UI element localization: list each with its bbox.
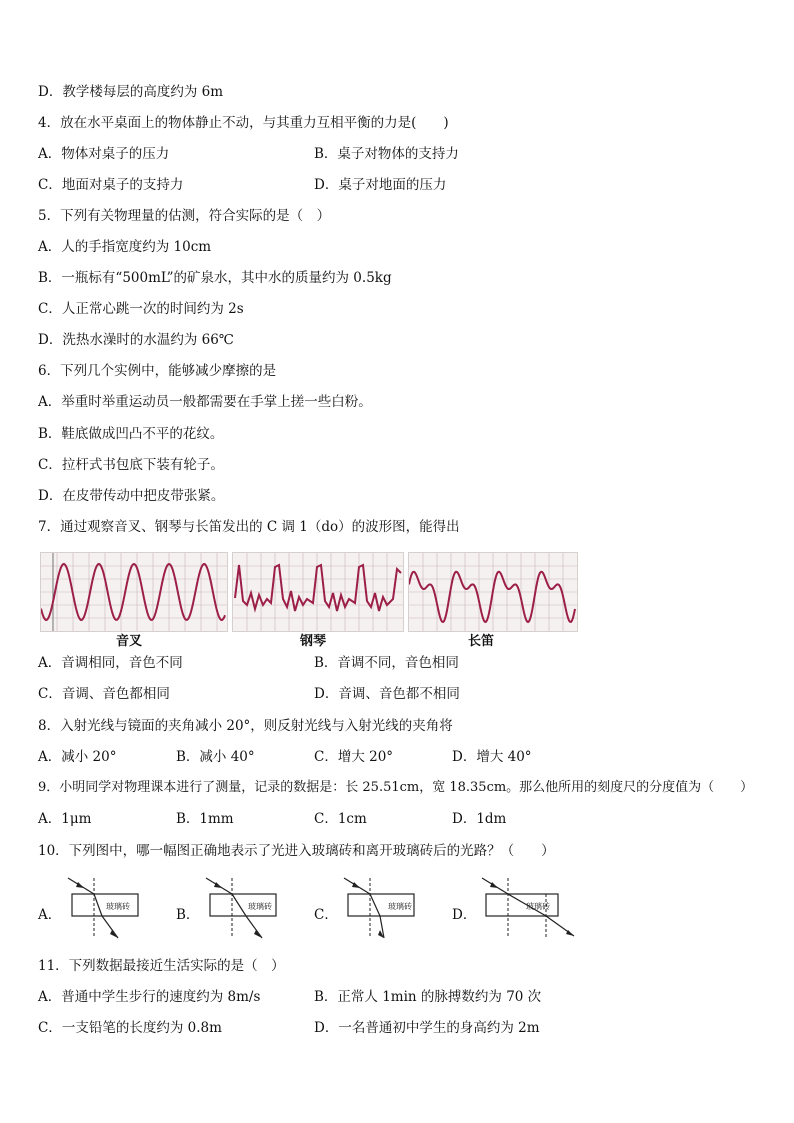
q4-option-c: C．地面对桌子的支持力: [38, 177, 184, 193]
q8-option-a: A．减小 20°: [38, 749, 117, 765]
q10-diagram-b: [200, 876, 290, 940]
q5-option-d: D．洗热水澡时的水温约为 66℃: [38, 332, 234, 348]
q5-option-c: C．人正常心跳一次的时间约为 2s: [38, 301, 244, 317]
q5-stem: 5．下列有关物理量的估测，符合实际的是（ ）: [38, 208, 331, 224]
q7-option-c: C．音调、音色都相同: [38, 686, 170, 702]
q6-option-d: D．在皮带传动中把皮带张紧。: [38, 488, 225, 504]
q10-stem: 10．下列图中，哪一幅图正确地表示了光进入玻璃砖和离开玻璃砖后的光路？（ ）: [38, 843, 555, 859]
tuning-fork-label: 音叉: [116, 634, 143, 649]
q7-option-b: B．音调不同，音色相同: [314, 655, 459, 671]
q11-option-b: B．正常人 1min 的脉搏数约为 70 次: [314, 989, 542, 1005]
q11-option-d: D．一名普通初中学生的身高约为 2m: [314, 1020, 540, 1036]
q9-stem: 9．小明同学对物理课本进行了测量，记录的数据是：长 25.51cm，宽 18.35cm。那么他所用的刻度尺的分度值为（ ）: [38, 780, 754, 795]
flute-waveform: [408, 552, 578, 632]
q7-option-d: D．音调、音色都不相同: [314, 686, 460, 702]
q9-option-c: C．1cm: [314, 811, 367, 827]
q7-stem: 7．通过观察音叉、钢琴与长笛发出的 C 调 1（do）的波形图，能得出: [38, 519, 460, 535]
q8-option-d: D．增大 40°: [452, 749, 532, 765]
flute-wave-graphic: [409, 553, 577, 631]
q5-option-a: A．人的手指宽度约为 10cm: [38, 239, 212, 255]
q10-option-b-label: B．: [176, 907, 200, 923]
q4-option-b: B．桌子对物体的支持力: [314, 146, 459, 162]
q5-option-b: B．一瓶标有“500mL”的矿泉水，其中水的质量约为 0.5kg: [38, 270, 392, 286]
glass-brick-label-c: 玻璃砖: [388, 902, 412, 911]
q9-option-d: D．1dm: [452, 811, 507, 827]
q6-option-c: C．拉杆式书包底下装有轮子。: [38, 457, 224, 473]
q8-stem: 8．入射光线与镜面的夹角减小 20°，则反射光线与入射光线的夹角将: [38, 718, 453, 734]
glass-brick-label-b: 玻璃砖: [248, 902, 272, 911]
q4-stem: 4．放在水平桌面上的物体静止不动，与其重力互相平衡的力是( ): [38, 115, 449, 131]
tuning-fork-wave-graphic: [41, 553, 227, 631]
q10-diagram-c: [338, 876, 428, 940]
q11-stem: 11．下列数据最接近生活实际的是（ ）: [38, 958, 285, 974]
q8-option-b: B．减小 40°: [176, 749, 255, 765]
glass-brick-label-a: 玻璃砖: [106, 902, 130, 911]
q10-option-d-label: D．: [452, 907, 477, 923]
flute-label: 长笛: [468, 634, 495, 649]
piano-waveform: [232, 552, 404, 632]
q4-option-d: D．桌子对地面的压力: [314, 177, 447, 193]
q11-option-c: C．一支铅笔的长度约为 0.8m: [38, 1020, 222, 1036]
q4-option-a: A．物体对桌子的压力: [38, 146, 170, 162]
q10-option-a-label: A．: [38, 907, 62, 923]
q10-diagram-d: [476, 876, 580, 940]
q6-option-b: B．鞋底做成凹凸不平的花纹。: [38, 426, 224, 442]
q9-option-b: B．1mm: [176, 811, 234, 827]
tuning-fork-waveform: [40, 552, 228, 632]
q8-option-c: C．增大 20°: [314, 749, 394, 765]
piano-wave-graphic: [233, 553, 403, 631]
q10-option-c-label: C．: [314, 907, 338, 923]
q7-option-a: A．音调相同，音色不同: [38, 655, 183, 671]
q6-stem: 6．下列几个实例中，能够减少摩擦的是: [38, 363, 277, 379]
glass-brick-label-d: 玻璃砖: [526, 902, 550, 911]
q11-option-a: A．普通中学生步行的速度约为 8m/s: [38, 989, 261, 1005]
piano-label: 钢琴: [300, 634, 327, 649]
piano-wave: [235, 565, 401, 611]
q10-diagram-a: [64, 876, 150, 940]
q6-option-a: A．举重时举重运动员一般都需要在手掌上搓一些白粉。: [38, 394, 372, 410]
q9-option-a: A．1μm: [38, 811, 92, 827]
q3-option-d: D．教学楼每层的高度约为 6m: [38, 84, 224, 100]
